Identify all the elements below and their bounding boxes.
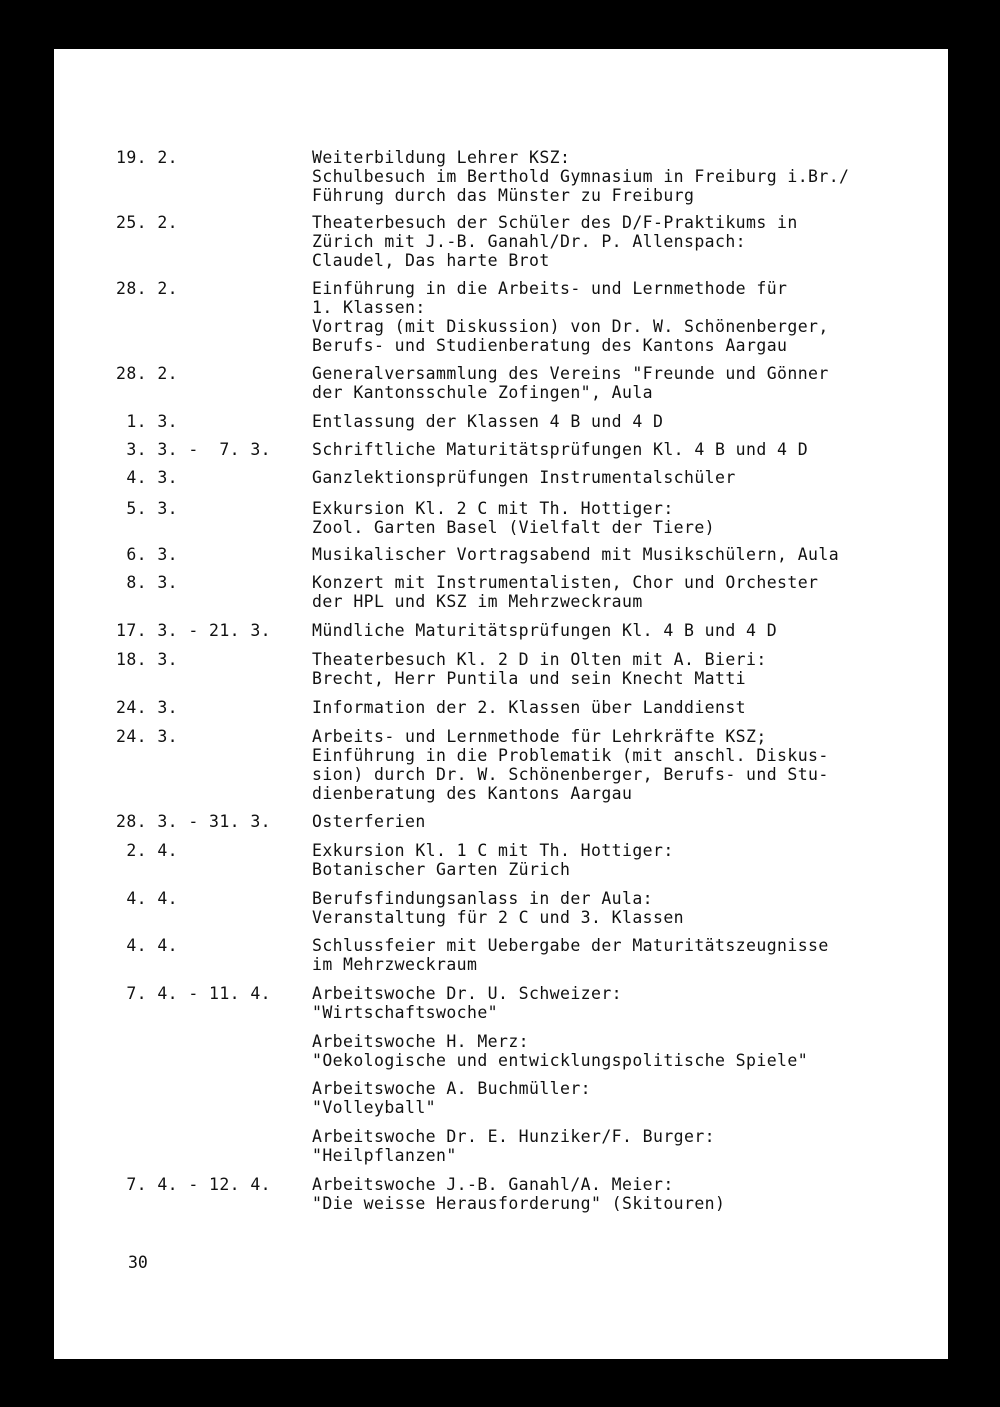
event-date: 7. 4. - 11. 4. xyxy=(116,984,272,1003)
event-description xyxy=(312,698,912,717)
event-date: 4. 3. xyxy=(116,468,179,487)
event-description xyxy=(312,812,912,831)
event-date: 5. 3. xyxy=(116,499,179,518)
event-date: 6. 3. xyxy=(116,545,179,564)
event-date: 4. 4. xyxy=(116,936,179,955)
event-description-line: Führung durch das Münster zu Freiburg xyxy=(312,186,695,205)
event-description-line: Arbeitswoche Dr. E. Hunziker/F. Burger: xyxy=(312,1127,716,1146)
event-description-line: Botanischer Garten Zürich xyxy=(312,860,571,879)
event-description-line: Berufs- und Studienberatung des Kantons Aargau xyxy=(312,336,788,355)
event-description-line: Schulbesuch im Berthold Gymnasium in Freiburg i.Br./ xyxy=(312,167,850,186)
event-description-line: Arbeitswoche J.-B. Ganahl/A. Meier: xyxy=(312,1175,674,1194)
event-description xyxy=(312,213,912,270)
event-date: 1. 3. xyxy=(116,412,179,431)
event-date: 24. 3. xyxy=(116,698,179,717)
event-description-line: Theaterbesuch Kl. 2 D in Olten mit A. Bieri: xyxy=(312,650,767,669)
event-description xyxy=(312,1032,912,1070)
event-description-line: Arbeits- und Lernmethode für Lehrkräfte KSZ; xyxy=(312,727,767,746)
event-description-line: Arbeitswoche H. Merz: xyxy=(312,1032,530,1051)
event-date: 4. 4. xyxy=(116,889,179,908)
event-description xyxy=(312,650,912,688)
event-description xyxy=(312,889,912,927)
event-date: 28. 2. xyxy=(116,364,179,383)
event-date: 28. 2. xyxy=(116,279,179,298)
event-description xyxy=(312,440,912,459)
event-description-line: Arbeitswoche Dr. U. Schweizer: xyxy=(312,984,623,1003)
event-description-line: Entlassung der Klassen 4 B und 4 D xyxy=(312,412,664,431)
event-description xyxy=(312,727,912,803)
event-description-line: Mündliche Maturitätsprüfungen Kl. 4 B und 4 D xyxy=(312,621,778,640)
event-description xyxy=(312,499,912,537)
event-description xyxy=(312,984,912,1022)
event-date: 19. 2. xyxy=(116,148,179,167)
event-description-line: Zool. Garten Basel (Vielfalt der Tiere) xyxy=(312,518,716,537)
event-description-line: Brecht, Herr Puntila und sein Knecht Matti xyxy=(312,669,747,688)
event-description-line: Osterferien xyxy=(312,812,426,831)
event-description-line: Generalversammlung des Vereins "Freunde und Gönner xyxy=(312,364,829,383)
event-description-line: "Die weisse Herausforderung" (Skitouren) xyxy=(312,1194,726,1213)
event-description-line: Einführung in die Arbeits- und Lernmethode für xyxy=(312,279,788,298)
event-description-line: Schriftliche Maturitätsprüfungen Kl. 4 B und 4 D xyxy=(312,440,809,459)
event-date: 18. 3. xyxy=(116,650,179,669)
event-description-line: Vortrag (mit Diskussion) von Dr. W. Schönenberger, xyxy=(312,317,829,336)
event-description xyxy=(312,573,912,611)
page-number: 30 xyxy=(128,1253,148,1272)
event-date: 8. 3. xyxy=(116,573,179,592)
event-description-line: der Kantonsschule Zofingen", Aula xyxy=(312,383,654,402)
event-description-line: 1. Klassen: xyxy=(312,298,426,317)
event-description-line: Information der 2. Klassen über Landdienst xyxy=(312,698,747,717)
event-description-line: der HPL und KSZ im Mehrzweckraum xyxy=(312,592,643,611)
event-description xyxy=(312,1079,912,1117)
event-description-line: im Mehrzweckraum xyxy=(312,955,478,974)
event-description-line: Claudel, Das harte Brot xyxy=(312,251,550,270)
event-description-line: Arbeitswoche A. Buchmüller: xyxy=(312,1079,592,1098)
event-description xyxy=(312,279,912,355)
event-description-line: Ganzlektionsprüfungen Instrumentalschüler xyxy=(312,468,736,487)
event-description-line: Konzert mit Instrumentalisten, Chor und Orchester xyxy=(312,573,819,592)
event-description-line: Exkursion Kl. 1 C mit Th. Hottiger: xyxy=(312,841,674,860)
event-date: 24. 3. xyxy=(116,727,179,746)
event-description xyxy=(312,841,912,879)
event-description-line: Schlussfeier mit Uebergabe der Maturitätszeugnisse xyxy=(312,936,829,955)
event-description-line: Veranstaltung für 2 C und 3. Klassen xyxy=(312,908,685,927)
event-date: 3. 3. - 7. 3. xyxy=(116,440,272,459)
event-description-line: Berufsfindungsanlass in der Aula: xyxy=(312,889,654,908)
event-description-line: Theaterbesuch der Schüler des D/F-Praktikums in xyxy=(312,213,798,232)
event-description-line: Weiterbildung Lehrer KSZ: xyxy=(312,148,571,167)
event-date: 7. 4. - 12. 4. xyxy=(116,1175,272,1194)
event-description xyxy=(312,1175,912,1213)
event-description xyxy=(312,1127,912,1165)
event-date: 25. 2. xyxy=(116,213,179,232)
event-description xyxy=(312,412,912,431)
event-description-line: sion) durch Dr. W. Schönenberger, Berufs- und Stu- xyxy=(312,765,829,784)
document-page xyxy=(54,49,948,1359)
event-description-line: "Oekologische und entwicklungspolitische Spiele" xyxy=(312,1051,809,1070)
event-date: 2. 4. xyxy=(116,841,179,860)
event-date: 28. 3. - 31. 3. xyxy=(116,812,272,831)
event-description xyxy=(312,621,912,640)
event-description-line: Musikalischer Vortragsabend mit Musikschülern, Aula xyxy=(312,545,840,564)
event-description xyxy=(312,936,912,974)
event-description xyxy=(312,148,912,205)
event-date: 17. 3. - 21. 3. xyxy=(116,621,272,640)
event-description-line: "Heilpflanzen" xyxy=(312,1146,457,1165)
event-description-line: "Volleyball" xyxy=(312,1098,437,1117)
event-description-line: dienberatung des Kantons Aargau xyxy=(312,784,633,803)
event-description xyxy=(312,364,912,402)
event-description-line: Zürich mit J.-B. Ganahl/Dr. P. Allenspach: xyxy=(312,232,747,251)
event-description-line: Einführung in die Problematik (mit anschl. Diskus- xyxy=(312,746,829,765)
event-description xyxy=(312,468,912,487)
event-description-line: Exkursion Kl. 2 C mit Th. Hottiger: xyxy=(312,499,674,518)
event-description-line: "Wirtschaftswoche" xyxy=(312,1003,499,1022)
event-description xyxy=(312,545,912,564)
